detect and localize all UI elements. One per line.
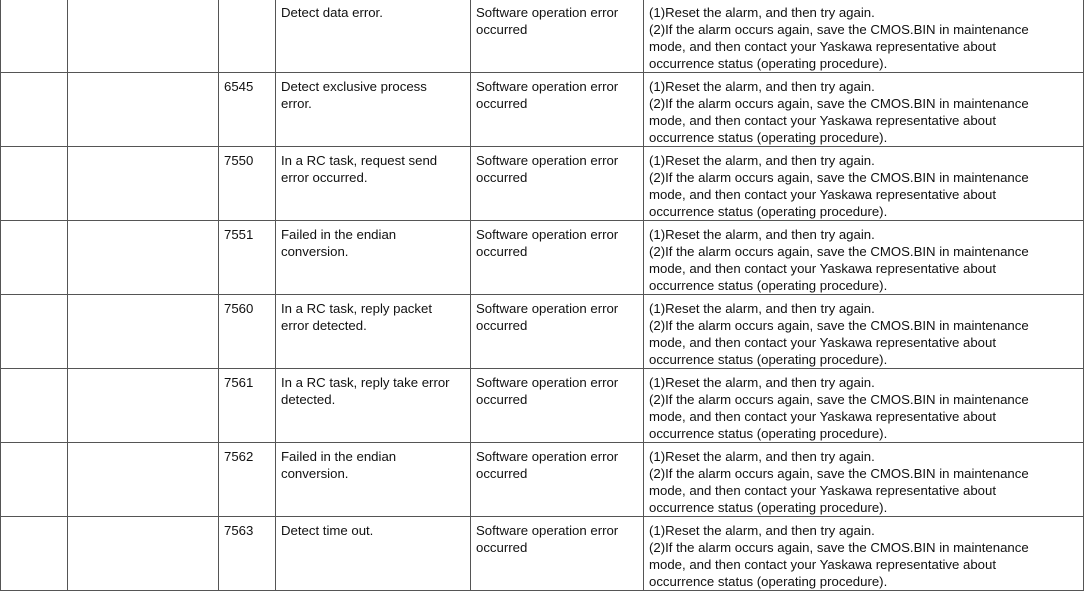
empty-cell [1, 73, 68, 147]
alarm-remedy-line: (2)If the alarm occurs again, save the CMOS.BIN in maintenance [649, 170, 1029, 185]
alarm-content-line: Detect exclusive process [281, 79, 427, 94]
empty-cell [1, 147, 68, 221]
alarm-code-cell: 7560 [219, 295, 276, 369]
alarm-remedy-line: (1)Reset the alarm, and then try again. [649, 523, 875, 538]
alarm-cause-line: Software operation error [476, 227, 619, 242]
table-row [1, 221, 1084, 295]
alarm-remedy-line: (1)Reset the alarm, and then try again. [649, 153, 875, 168]
alarm-cause-line: Software operation error [476, 5, 619, 20]
alarm-remedy-line: mode, and then contact your Yaskawa representative about [649, 409, 997, 424]
alarm-content-line: error detected. [281, 318, 367, 333]
alarm-cause-cell [471, 517, 644, 591]
alarm-cause-line: occurred [476, 244, 528, 259]
alarm-remedy-line: occurrence status (operating procedure). [649, 352, 888, 367]
alarm-cause-cell [471, 0, 644, 73]
alarm-remedy-cell [644, 369, 1084, 443]
alarm-cause-line: Software operation error [476, 375, 619, 390]
alarm-remedy-cell [644, 0, 1084, 73]
alarm-cause-cell [471, 147, 644, 221]
empty-cell [68, 0, 219, 73]
alarm-remedy-line: mode, and then contact your Yaskawa representative about [649, 39, 997, 54]
alarm-cause-line: occurred [476, 466, 528, 481]
table-row [1, 443, 1084, 517]
alarm-cause-line: Software operation error [476, 153, 619, 168]
alarm-cause-line: occurred [476, 22, 528, 37]
empty-cell [1, 0, 68, 73]
alarm-code-cell [219, 0, 276, 73]
alarm-remedy-cell [644, 295, 1084, 369]
empty-cell [1, 369, 68, 443]
alarm-cause-cell [471, 221, 644, 295]
alarm-remedy-line: occurrence status (operating procedure). [649, 278, 888, 293]
alarm-remedy-cell [644, 517, 1084, 591]
alarm-cause-line: occurred [476, 96, 528, 111]
empty-cell [68, 443, 219, 517]
alarm-remedy-cell [644, 443, 1084, 517]
empty-cell [1, 443, 68, 517]
alarm-remedy-line: occurrence status (operating procedure). [649, 204, 888, 219]
alarm-content-cell [276, 443, 471, 517]
alarm-remedy-line: occurrence status (operating procedure). [649, 426, 888, 441]
table-row [1, 517, 1084, 591]
alarm-remedy-line: mode, and then contact your Yaskawa representative about [649, 113, 997, 128]
alarm-code-cell: 6545 [219, 73, 276, 147]
alarm-content-line: Failed in the endian [281, 227, 397, 242]
empty-cell [68, 369, 219, 443]
empty-cell [68, 73, 219, 147]
alarm-remedy-line: mode, and then contact your Yaskawa representative about [649, 483, 997, 498]
alarm-content-line: Detect time out. [281, 523, 374, 538]
alarm-content-cell [276, 295, 471, 369]
alarm-content-cell [276, 147, 471, 221]
alarm-remedy-line: occurrence status (operating procedure). [649, 56, 888, 71]
table-row [1, 73, 1084, 147]
alarm-content-line: error occurred. [281, 170, 368, 185]
alarm-content-cell [276, 0, 471, 73]
alarm-cause-line: occurred [476, 392, 528, 407]
alarm-cause-line: occurred [476, 170, 528, 185]
alarm-content-cell [276, 517, 471, 591]
empty-cell [1, 295, 68, 369]
alarm-remedy-line: (2)If the alarm occurs again, save the CMOS.BIN in maintenance [649, 318, 1029, 333]
alarm-table-body [1, 0, 1084, 591]
alarm-content-line: Failed in the endian [281, 449, 397, 464]
alarm-remedy-line: (2)If the alarm occurs again, save the CMOS.BIN in maintenance [649, 466, 1029, 481]
alarm-code-cell: 7550 [219, 147, 276, 221]
alarm-remedy-line: (1)Reset the alarm, and then try again. [649, 227, 875, 242]
alarm-content-cell [276, 221, 471, 295]
empty-cell [68, 517, 219, 591]
alarm-cause-cell [471, 443, 644, 517]
table-row [1, 295, 1084, 369]
alarm-remedy-line: mode, and then contact your Yaskawa representative about [649, 187, 997, 202]
alarm-content-line: In a RC task, reply packet [281, 301, 432, 316]
alarm-code-cell: 7551 [219, 221, 276, 295]
alarm-remedy-line: occurrence status (operating procedure). [649, 130, 888, 145]
alarm-remedy-line: (1)Reset the alarm, and then try again. [649, 5, 875, 20]
alarm-remedy-line: (2)If the alarm occurs again, save the CMOS.BIN in maintenance [649, 540, 1029, 555]
table-row [1, 369, 1084, 443]
alarm-remedy-line: (2)If the alarm occurs again, save the CMOS.BIN in maintenance [649, 22, 1029, 37]
alarm-code-cell: 7562 [219, 443, 276, 517]
alarm-cause-cell [471, 369, 644, 443]
alarm-content-line: conversion. [281, 244, 349, 259]
alarm-content-cell [276, 73, 471, 147]
alarm-remedy-line: (1)Reset the alarm, and then try again. [649, 79, 875, 94]
alarm-remedy-cell [644, 221, 1084, 295]
table-row [1, 147, 1084, 221]
alarm-content-cell [276, 369, 471, 443]
alarm-cause-line: Software operation error [476, 301, 619, 316]
alarm-remedy-line: (1)Reset the alarm, and then try again. [649, 375, 875, 390]
alarm-remedy-line: mode, and then contact your Yaskawa representative about [649, 557, 997, 572]
alarm-cause-line: Software operation error [476, 523, 619, 538]
alarm-content-line: detected. [281, 392, 336, 407]
alarm-remedy-line: mode, and then contact your Yaskawa representative about [649, 335, 997, 350]
alarm-cause-cell [471, 73, 644, 147]
alarm-content-line: Detect data error. [281, 5, 383, 20]
alarm-content-line: In a RC task, reply take error [281, 375, 450, 390]
alarm-content-line: In a RC task, request send [281, 153, 438, 168]
alarm-remedy-line: (2)If the alarm occurs again, save the CMOS.BIN in maintenance [649, 244, 1029, 259]
alarm-remedy-cell [644, 73, 1084, 147]
empty-cell [1, 517, 68, 591]
alarm-remedy-line: (1)Reset the alarm, and then try again. [649, 301, 875, 316]
alarm-remedy-line: occurrence status (operating procedure). [649, 500, 888, 515]
alarm-cause-cell [471, 295, 644, 369]
alarm-code-cell: 7563 [219, 517, 276, 591]
alarm-remedy-line: occurrence status (operating procedure). [649, 574, 888, 589]
alarm-cause-line: Software operation error [476, 79, 619, 94]
table-row [1, 0, 1084, 73]
empty-cell [68, 295, 219, 369]
alarm-content-line: error. [281, 96, 312, 111]
empty-cell [68, 147, 219, 221]
alarm-remedy-cell [644, 147, 1084, 221]
alarm-content-line: conversion. [281, 466, 349, 481]
alarm-cause-line: occurred [476, 318, 528, 333]
alarm-remedy-line: (1)Reset the alarm, and then try again. [649, 449, 875, 464]
alarm-remedy-line: (2)If the alarm occurs again, save the CMOS.BIN in maintenance [649, 392, 1029, 407]
alarm-cause-line: Software operation error [476, 449, 619, 464]
empty-cell [68, 221, 219, 295]
alarm-remedy-line: (2)If the alarm occurs again, save the CMOS.BIN in maintenance [649, 96, 1029, 111]
alarm-code-cell: 7561 [219, 369, 276, 443]
empty-cell [1, 221, 68, 295]
alarm-cause-line: occurred [476, 540, 528, 555]
alarm-remedy-line: mode, and then contact your Yaskawa representative about [649, 261, 997, 276]
